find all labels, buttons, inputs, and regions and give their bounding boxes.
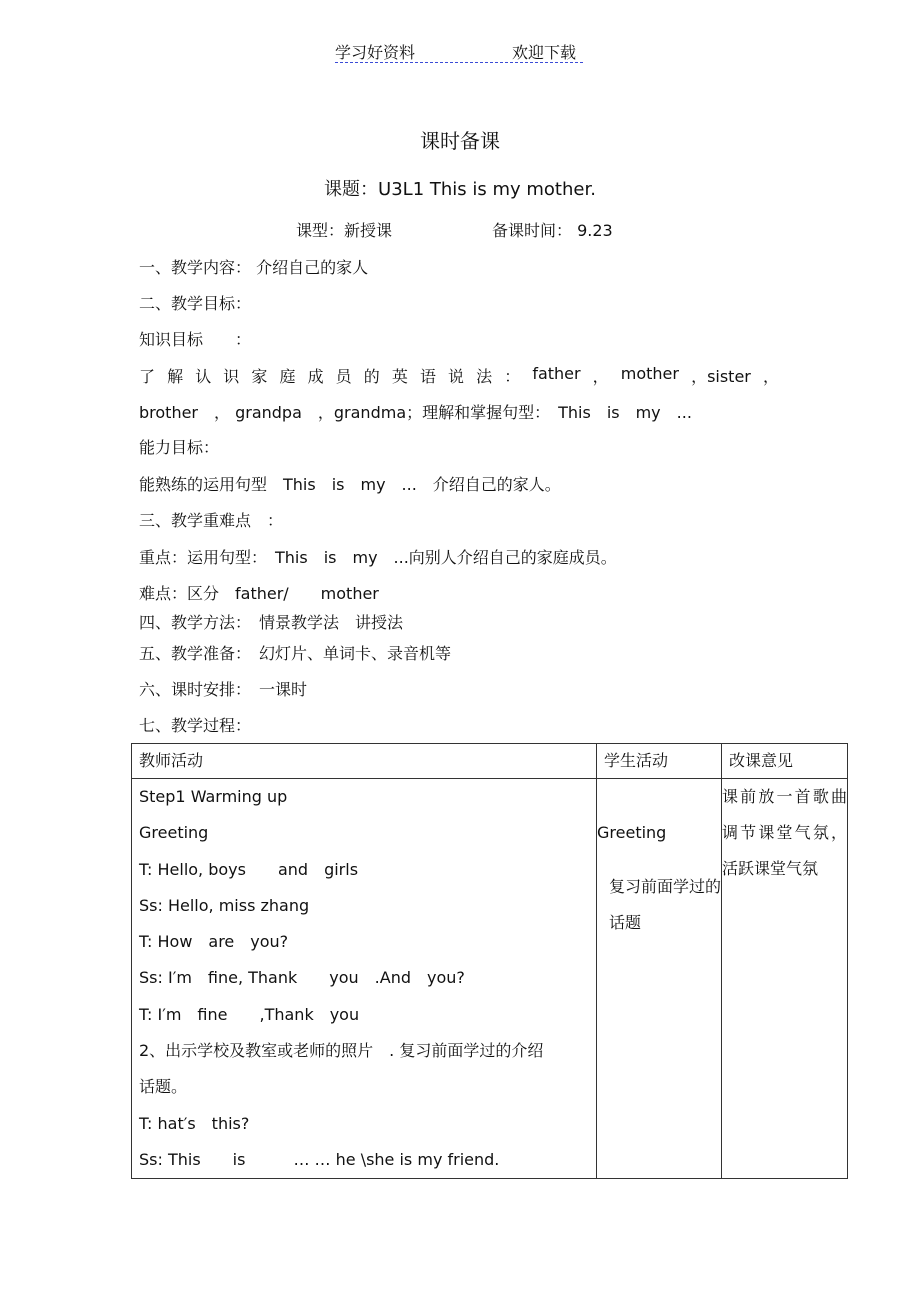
knowledge-goal-heading: 知识目标 ：	[139, 330, 252, 349]
word: 员	[335, 367, 352, 386]
key-points-heading: 三、教学重难点 ：	[139, 511, 284, 530]
teacher-line: T: How are you?	[139, 932, 289, 952]
word: 了	[139, 367, 156, 386]
table-header-row	[132, 744, 848, 779]
page-title: 课时备课	[420, 129, 500, 153]
teacher-line: Step1 Warming up	[139, 787, 288, 806]
teaching-process-heading: 七、教学过程：	[139, 716, 252, 735]
teaching-preparation: 五、教学准备： 幻灯片、单词卡、录音机等	[139, 644, 452, 663]
header-right-text: 欢迎下载	[512, 43, 577, 62]
word: 解	[167, 367, 184, 386]
teacher-line: 2、出示学校及教室或老师的照片 . 复习前面学过的介绍	[139, 1041, 544, 1061]
lesson-type: 课型：新授课	[296, 221, 393, 240]
student-greeting: Greeting	[597, 823, 667, 842]
word: father	[532, 364, 581, 383]
teaching-method: 四、教学方法： 情景教学法 讲授法	[139, 613, 404, 632]
revision-note-cell: 课前放一首歌曲调节课堂气氛，活跃课堂气氛	[722, 779, 848, 1179]
word: 家	[251, 367, 268, 386]
word: ，	[592, 367, 609, 386]
word: 语	[419, 367, 436, 386]
word: ，	[762, 367, 779, 386]
teacher-line: T: I′m fine ,Thank you	[139, 1004, 360, 1024]
word: ：	[504, 367, 521, 386]
prep-time: 备课时间： 9.23	[492, 221, 613, 240]
word: 识	[223, 367, 240, 386]
lesson-topic: 课题：U3L1 This is my mother.	[324, 179, 596, 200]
student-activity-cell	[597, 779, 722, 1179]
teacher-line: T: hat′s this?	[139, 1113, 250, 1133]
word: 庭	[279, 367, 296, 386]
key-point-text: 重点：运用句型： This is my ...向别人介绍自己的家庭成员。	[139, 548, 617, 567]
word: 法	[476, 367, 493, 386]
word: 英	[391, 367, 408, 386]
lesson-arrangement: 六、课时安排： 一课时	[139, 680, 308, 699]
word: 的	[363, 367, 380, 386]
table-row	[132, 779, 848, 1179]
ability-goal-heading: 能力目标：	[139, 438, 220, 457]
teacher-line: Ss: This is … … he \she is my friend.	[139, 1149, 500, 1169]
student-review: 复习前面学过的话题	[609, 877, 722, 932]
teacher-line: Greeting	[139, 823, 209, 843]
teaching-content: 一、教学内容： 介绍自己的家人	[139, 258, 369, 277]
word: 认	[195, 367, 212, 386]
word: 说	[448, 367, 465, 386]
knowledge-goal-line-2: brother ， grandpa ，grandma；理解和掌握句型： This is my ...	[139, 403, 692, 422]
header-teacher-activity: 教师活动	[132, 744, 597, 779]
difficult-point-text: 难点：区分 father/ mother	[139, 584, 379, 603]
teacher-activity-cell	[132, 779, 597, 1179]
header-left-text: 学习好资料	[335, 43, 416, 62]
knowledge-goal-line-1	[139, 364, 779, 387]
header-student-activity: 学生活动	[597, 744, 722, 779]
teacher-line: T: Hello, boys and girls	[139, 859, 359, 879]
teacher-line: 话题。	[139, 1077, 188, 1097]
word: mother	[620, 364, 679, 383]
teacher-line: Ss: I′m fine, Thank you .And you?	[139, 968, 465, 988]
page-header	[335, 40, 583, 63]
word: ，sister	[691, 367, 751, 386]
word: 成	[307, 367, 324, 386]
teaching-process-table	[131, 743, 848, 1179]
ability-goal-text: 能熟练的运用句型 This is my ... 介绍自己的家人。	[139, 475, 561, 494]
teaching-goals-heading: 二、教学目标：	[139, 294, 252, 313]
teacher-line: Ss: Hello, miss zhang	[139, 895, 310, 915]
header-revision-notes: 改课意见	[722, 744, 848, 779]
